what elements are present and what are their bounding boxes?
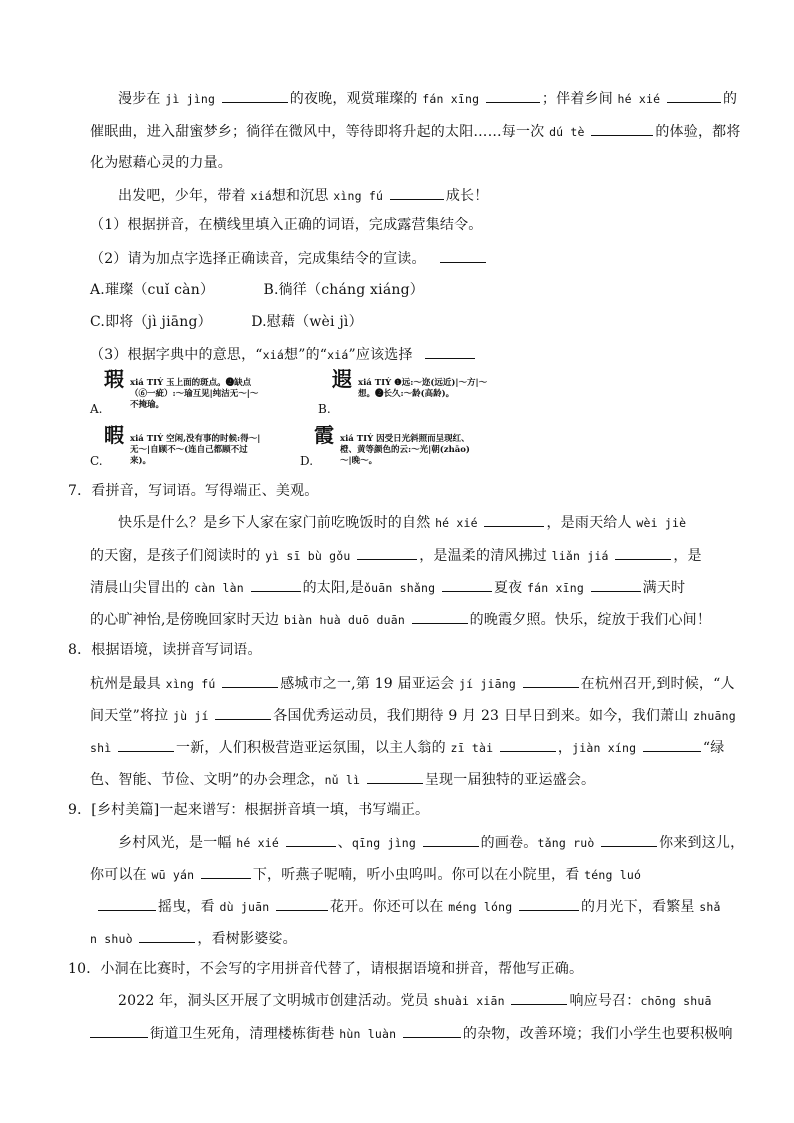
- answer-blank[interactable]: [90, 1023, 148, 1038]
- answer-blank[interactable]: [519, 896, 579, 911]
- q2-options-row-1: [90, 280, 722, 300]
- answer-blank[interactable]: [98, 896, 156, 911]
- passage-line-4: 出发吧，少年，带着 xiá想和沉思 xìng fú 成长！: [118, 185, 722, 206]
- answer-blank[interactable]: [423, 832, 479, 847]
- answer-blank[interactable]: [357, 545, 417, 560]
- answer-blank[interactable]: [500, 737, 556, 752]
- answer-blank[interactable]: [486, 88, 540, 103]
- answer-blank[interactable]: [442, 577, 492, 592]
- q8-title: 8．根据语境，读拼音写词语。: [68, 642, 262, 658]
- answer-blank[interactable]: [251, 577, 301, 592]
- dict-entry-b: B. 遐 xiá TIÝ ❶远:～迩(远近)|～方|～想。❷长久:～龄(高龄)。: [318, 367, 488, 416]
- q7-line-1: 快乐是什么？是乡下人家在家门前吃晚饭时的自然 hé xié ，是雨天给人 wèi jiè: [118, 512, 722, 533]
- answer-blank[interactable]: [667, 88, 721, 103]
- question-2: （2）请为加点字选择正确读音，完成集结令的宣读。: [90, 248, 722, 269]
- answer-blank[interactable]: [367, 769, 423, 784]
- answer-blank[interactable]: [201, 864, 251, 879]
- q8-line-4: 色、智能、节俭、文明”的办会理念，nǔ lì 呈现一届独特的亚运盛会。: [90, 769, 722, 790]
- answer-blank[interactable]: [403, 1023, 461, 1038]
- answer-blank[interactable]: [118, 737, 174, 752]
- dict-entry-d: D. 霞 xiá TIÝ 因受日光斜照而呈现红、橙、黄等颜色的云:～光|朝(zhāo)～|晚～。: [300, 423, 470, 468]
- option-b: B.徜徉（cháng xiáng）: [263, 282, 424, 298]
- answer-blank[interactable]: [523, 673, 579, 688]
- answer-blank[interactable]: [643, 737, 701, 752]
- q9-line-3: 摇曳，看 dù juān 花开。你还可以在 méng lóng 的月光下，看繁星 shǎ: [90, 896, 722, 917]
- answer-blank[interactable]: [425, 344, 475, 359]
- answer-blank[interactable]: [601, 832, 657, 847]
- answer-blank[interactable]: [222, 88, 288, 103]
- answer-blank[interactable]: [591, 121, 653, 136]
- answer-blank[interactable]: [484, 512, 544, 527]
- q8-line-2: 间天堂”将拉 jù jí 各国优秀运动员，我们期待 9 月 23 日早日到来。如今，我们萧山 zhuāng: [90, 705, 722, 726]
- passage-line-1: 漫步在 jì jìng 的夜晚，观赏璀璨的 fán xīng ；伴着乡间 hé xié 的: [118, 88, 722, 109]
- q9-title: 9．[乡村美篇]一起来谱写：根据拼音填一填，书写端正。: [68, 802, 430, 818]
- q7-line-2: 的天窗，是孩子们阅读时的 yì sī bù gǒu ，是温柔的清风拂过 liǎn jiá ，是: [90, 545, 722, 566]
- question-3: （3）根据字典中的意思，“xiá想”的“xiá”应该选择: [90, 344, 722, 365]
- passage-line-2: 催眠曲，进入甜蜜梦乡；徜徉在微风中，等待即将升起的太阳……每一次 dú tè 的体验，都将: [90, 121, 722, 142]
- dict-entry-a: A. 瑕 xiá TIÝ 玉上面的斑点。❷缺点（⑥一疵）:～瑜互见|纯洁无～|～不掩瑜。: [90, 367, 259, 416]
- q10-title: 10．小洞在比赛时，不会写的字用拼音代替了，请根据语境和拼音，帮他写正确。: [68, 961, 584, 977]
- answer-blank[interactable]: [412, 609, 468, 624]
- q10-line-1: 2022 年，洞头区开展了文明城市创建活动。党员 shuài xiān 响应号召：chōng shuā: [118, 990, 722, 1011]
- option-a: A.璀璨（cuǐ càn）: [90, 282, 215, 298]
- question-1: （1）根据拼音，在横线里填入正确的词语，完成露营集结令。: [90, 217, 483, 233]
- q2-options-row-2: [90, 312, 722, 332]
- q8-line-1: 杭州是最具 xìng fú 感城市之一,第 19 届亚运会 jí jiāng 在杭州召开,到时候，“人: [90, 673, 722, 694]
- answer-blank[interactable]: [139, 928, 195, 943]
- answer-blank[interactable]: [615, 545, 671, 560]
- option-c: C.即将（jì jiāng）: [90, 314, 212, 330]
- answer-blank[interactable]: [591, 577, 641, 592]
- answer-blank[interactable]: [511, 990, 567, 1005]
- answer-blank[interactable]: [440, 248, 486, 263]
- q9-line-2: 你可以在 wū yán 下，听燕子呢喃，听小虫呜叫。你可以在小院里，看 téng luó: [90, 864, 722, 885]
- q7-title: 7．看拼音，写词语。写得端正、美观。: [68, 483, 319, 499]
- answer-blank[interactable]: [390, 185, 444, 200]
- answer-blank[interactable]: [222, 673, 278, 688]
- q9-line-4: n shuò ，看树影婆娑。: [90, 928, 722, 949]
- q10-line-2: 街道卫生死角，清理楼栋街巷 hùn luàn 的杂物，改善环境；我们小学生也要积极响: [90, 1023, 722, 1044]
- q9-line-1: 乡村风光，是一幅 hé xié 、qīng jìng 的画卷。tǎng ruò 你来到这儿，: [118, 832, 722, 853]
- q7-line-3: 清晨山尖冒出的 càn làn 的太阳,是ǒuān shǎng 夏夜 fán xīng 满天时: [90, 577, 722, 598]
- answer-blank[interactable]: [215, 705, 271, 720]
- q8-line-3: shì 一新，人们积极营造亚运氛围，以主人翁的 zī tài ，jiàn xíng “绿: [90, 737, 722, 758]
- passage-line-3: 化为慰藉心灵的力量。: [90, 155, 232, 171]
- q7-line-4: 的心旷神怡,是傍晚回家时天边 biàn huà duō duān 的晚霞夕照。快乐，绽放于我们心间！: [90, 609, 722, 630]
- answer-blank[interactable]: [276, 896, 328, 911]
- option-d: D.慰藉（wèi jì）: [251, 314, 363, 330]
- answer-blank[interactable]: [286, 832, 336, 847]
- dict-entry-c: C. 暇 xiá TIÝ 空闲,没有事的时候:得～|无～|自顾不～(连自己都顾不过来)。: [90, 423, 261, 468]
